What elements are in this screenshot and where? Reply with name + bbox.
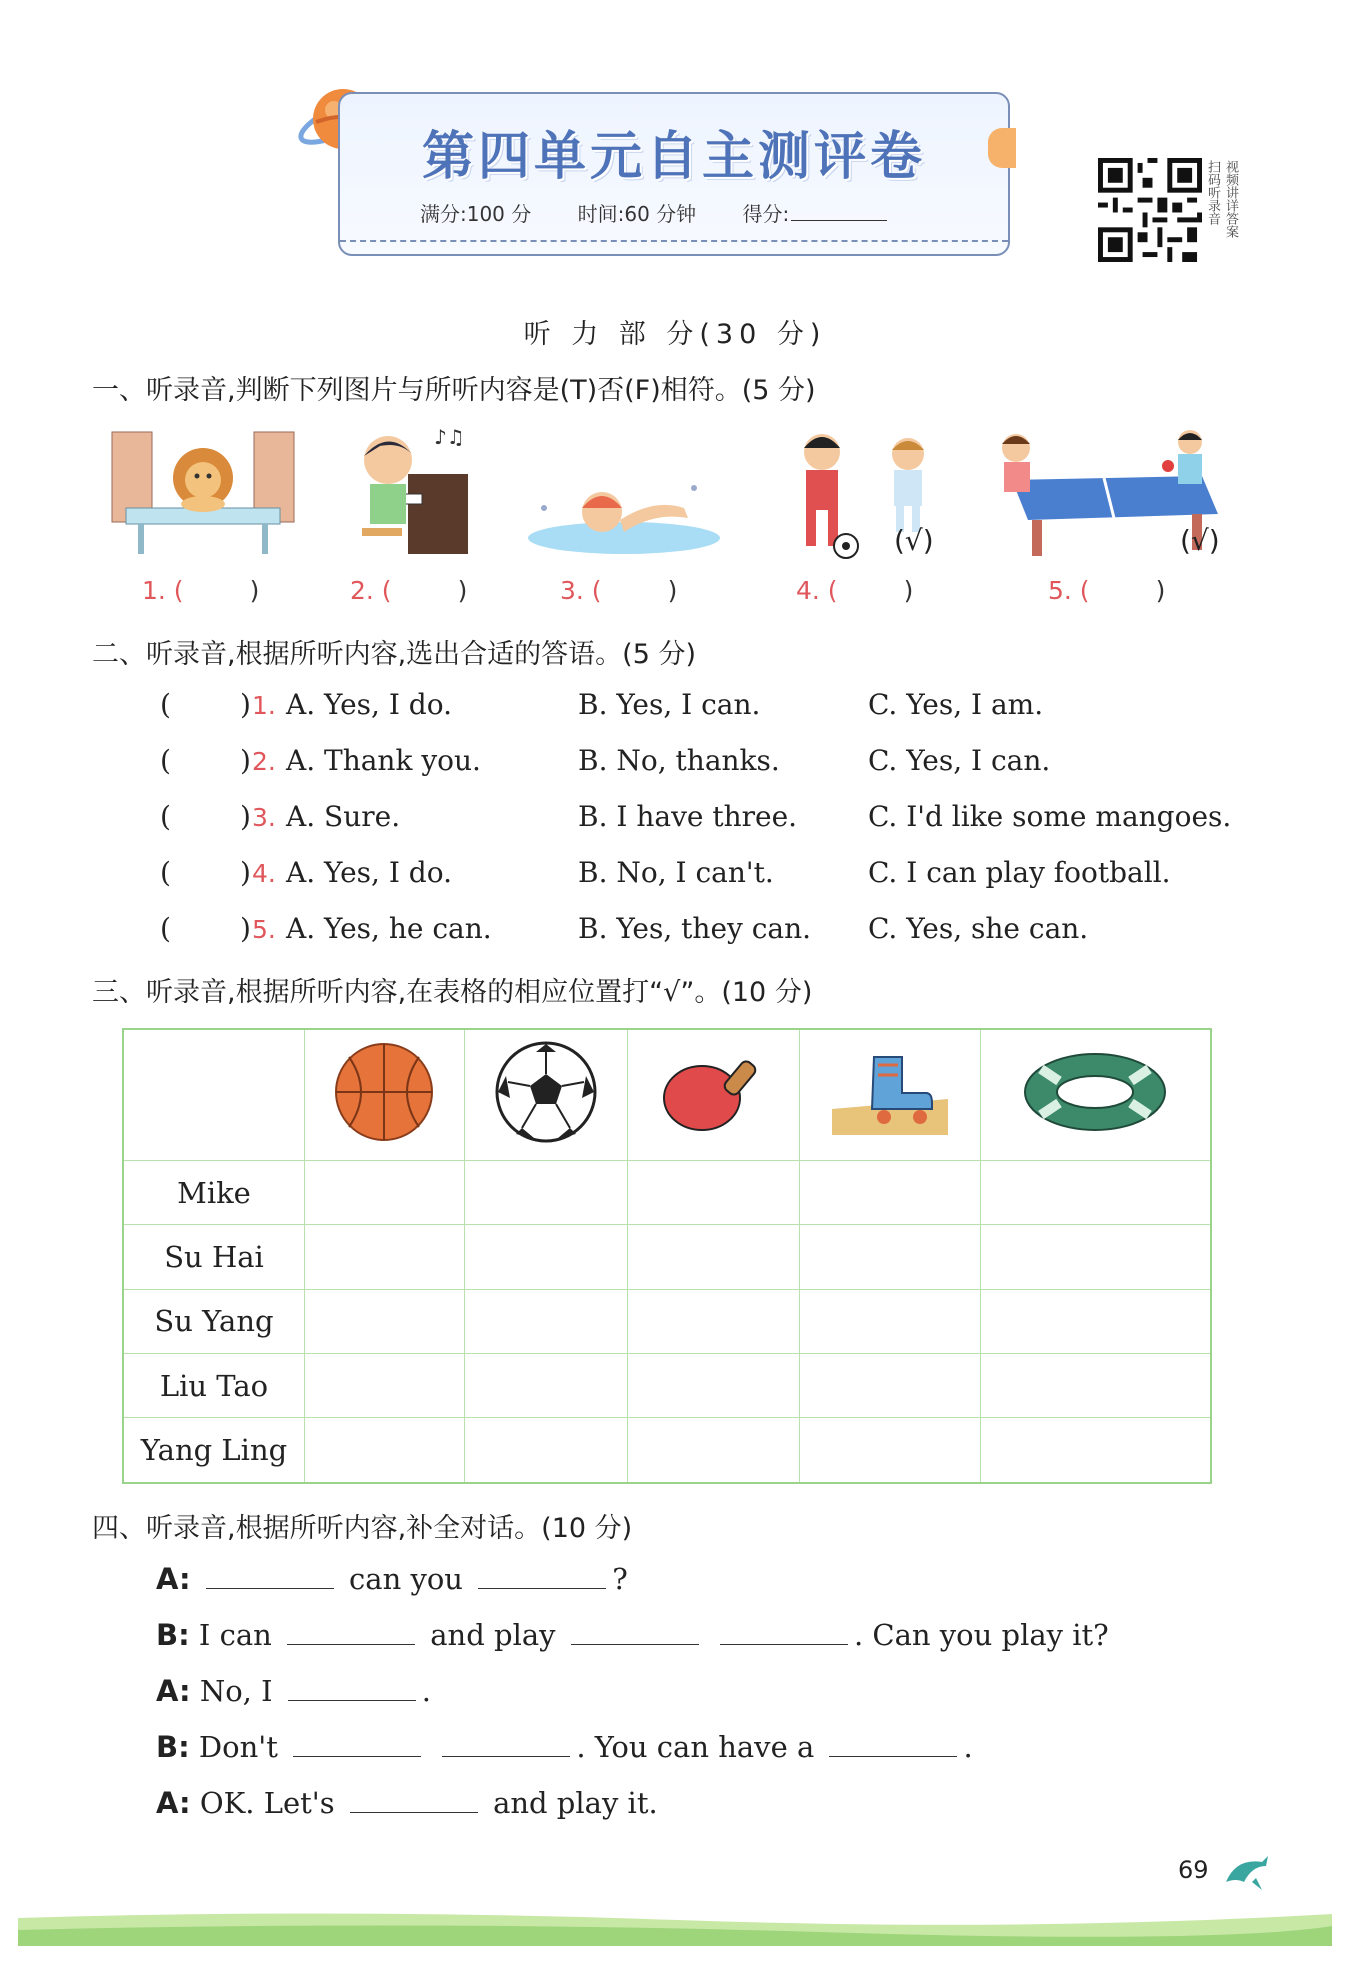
card-tab [988, 128, 1016, 168]
table-row [123, 1161, 1211, 1225]
option-a: A. Yes, I do. [286, 688, 452, 721]
dialogue-line-2: B: I can and play . Can you play it? [156, 1618, 1109, 1652]
page-title: 第四单元自主测评卷 [421, 127, 926, 187]
part1-item-3[interactable]: 3. ( ) [560, 576, 678, 605]
answer-blank[interactable]: ( [160, 800, 171, 833]
answer-blank[interactable] [206, 1587, 334, 1589]
swim-ring-icon [1021, 1049, 1169, 1135]
roller-skate-icon [832, 1049, 948, 1135]
answer-blank[interactable]: ( [160, 744, 171, 777]
option-c: C. I can play football. [868, 856, 1171, 889]
answer-blank[interactable] [287, 1643, 415, 1645]
boy-swimming-icon [524, 468, 724, 560]
dialogue-line-4: B: Don't . You can have a . [156, 1730, 973, 1764]
option-c: C. Yes, she can. [868, 912, 1089, 945]
part3-title: 三、听录音,根据所听内容,在表格的相应位置打“√”。(10 分) [92, 977, 813, 1008]
option-a: A. Yes, I do. [286, 856, 452, 889]
name-cell: Mike [123, 1161, 305, 1225]
answer-blank[interactable] [720, 1643, 848, 1645]
svg-text:♪♫: ♪♫ [434, 425, 465, 449]
table-header-row [123, 1029, 1211, 1161]
table-tennis-bat-icon [658, 1046, 768, 1138]
part1-item-4[interactable]: 4. ( ) [796, 576, 914, 605]
option-b: B. No, I can't. [578, 856, 774, 889]
qr-caption: 扫码听录音 视频讲详答案 [1205, 160, 1238, 238]
answer-blank[interactable] [442, 1755, 570, 1757]
answer-blank[interactable] [288, 1699, 416, 1701]
answer-blank[interactable] [571, 1643, 699, 1645]
lion-on-table-icon [106, 428, 300, 560]
answer-blank[interactable]: ( [160, 912, 171, 945]
part1-title: 一、听录音,判断下列图片与所听内容是(T)否(F)相符。(5 分) [92, 375, 816, 406]
full-score: 满分:100 分 [420, 202, 532, 226]
dialogue-line-5: A: OK. Let's and play it. [156, 1786, 658, 1820]
part1-item-5[interactable]: 5. ( ) [1048, 576, 1166, 605]
answer-blank[interactable]: ( [160, 688, 171, 721]
check-mark-4: (√) [894, 524, 934, 557]
name-cell: Yang Ling [123, 1418, 305, 1483]
option-c: C. Yes, I am. [868, 688, 1044, 721]
dolphin-icon [1222, 1852, 1272, 1892]
football-icon [494, 1040, 598, 1144]
table-row [123, 1418, 1211, 1483]
answer-blank[interactable] [478, 1587, 606, 1589]
option-b: B. Yes, they can. [578, 912, 812, 945]
bottom-decor-band [18, 1906, 1332, 1946]
name-cell: Su Hai [123, 1225, 305, 1289]
time-limit: 时间:60 分钟 [577, 202, 697, 226]
listening-heading: 听 力 部 分(30 分) [523, 319, 827, 350]
table-row [123, 1289, 1211, 1353]
option-c: C. Yes, I can. [868, 744, 1051, 777]
option-a: A. Sure. [286, 800, 401, 833]
option-b: B. I have three. [578, 800, 798, 833]
qr-code-icon[interactable] [1098, 158, 1202, 262]
part1-item-1[interactable]: 1. ( ) [142, 576, 260, 605]
option-b: B. No, thanks. [578, 744, 780, 777]
title-card [338, 92, 1010, 256]
check-mark-5: (√) [1180, 524, 1220, 557]
exam-meta [420, 198, 967, 227]
basketball-icon [333, 1041, 435, 1143]
name-cell: Su Yang [123, 1289, 305, 1353]
score-blank[interactable] [791, 220, 887, 221]
dialogue-line-3: A: No, I . [156, 1674, 431, 1708]
table-row [123, 1225, 1211, 1289]
option-a: A. Thank you. [286, 744, 481, 777]
check-table [122, 1028, 1212, 1484]
answer-blank[interactable] [293, 1755, 421, 1757]
page-number: 69 [1178, 1856, 1209, 1884]
part1-item-2[interactable]: 2. ( ) [350, 576, 468, 605]
name-cell: Liu Tao [123, 1353, 305, 1417]
table-row [123, 1353, 1211, 1417]
option-a: A. Yes, he can. [286, 912, 492, 945]
answer-blank[interactable] [829, 1755, 957, 1757]
dialogue-line-1: A: can you ? [156, 1562, 628, 1596]
answer-blank[interactable] [350, 1811, 478, 1813]
option-b: B. Yes, I can. [578, 688, 761, 721]
part2-title: 二、听录音,根据所听内容,选出合适的答语。(5 分) [92, 639, 696, 670]
option-c: C. I'd like some mangoes. [868, 800, 1232, 833]
score-label: 得分: [743, 202, 928, 226]
answer-blank[interactable]: ( [160, 856, 171, 889]
part4-title: 四、听录音,根据所听内容,补全对话。(10 分) [92, 1513, 633, 1544]
boy-playing-piano-icon [350, 424, 474, 560]
